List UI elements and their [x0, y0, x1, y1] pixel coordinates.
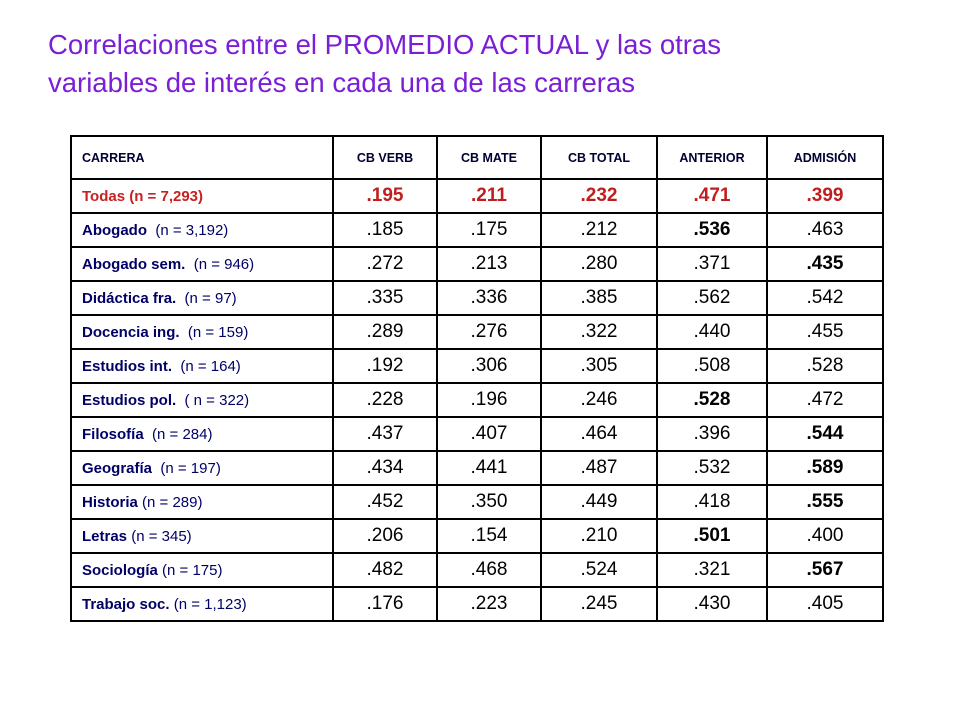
header-carrera: CARRERA [71, 136, 333, 179]
correlation-value: .435 [767, 247, 883, 281]
correlation-value: .246 [541, 383, 657, 417]
correlation-value: .213 [437, 247, 541, 281]
correlation-value: .175 [437, 213, 541, 247]
correlation-value: .210 [541, 519, 657, 553]
slide-title [48, 26, 928, 102]
correlation-value: .232 [541, 179, 657, 213]
correlation-value: .487 [541, 451, 657, 485]
carrera-count: (n = 164) [172, 357, 241, 375]
table-row [71, 553, 883, 587]
carrera-cell [71, 281, 333, 315]
correlation-value: .228 [333, 383, 437, 417]
carrera-count: (n = 97) [176, 289, 237, 307]
carrera-count: (n = 946) [185, 255, 255, 273]
correlation-value: .211 [437, 179, 541, 213]
correlation-value: .524 [541, 553, 657, 587]
correlation-value: .350 [437, 485, 541, 519]
correlation-value: .536 [657, 213, 767, 247]
correlation-value: .452 [333, 485, 437, 519]
carrera-cell [71, 247, 333, 281]
correlation-value: .482 [333, 553, 437, 587]
header-admision: ADMISIÓN [767, 136, 883, 179]
carrera-name: Docencia ing. [82, 323, 180, 341]
header-cb-verb: CB VERB [333, 136, 437, 179]
correlation-value: .532 [657, 451, 767, 485]
carrera-cell [71, 179, 333, 213]
correlation-value: .399 [767, 179, 883, 213]
carrera-cell [71, 485, 333, 519]
correlation-value: .463 [767, 213, 883, 247]
carrera-name: Abogado sem. [82, 255, 186, 273]
correlation-value: .455 [767, 315, 883, 349]
carrera-count: (n = 289) [137, 493, 203, 511]
table-row [71, 383, 883, 417]
carrera-name: Estudios pol. [82, 391, 177, 409]
correlation-value: .195 [333, 179, 437, 213]
correlation-value: .276 [437, 315, 541, 349]
carrera-cell [71, 315, 333, 349]
correlation-value: .589 [767, 451, 883, 485]
table-row [71, 247, 883, 281]
carrera-name: Geografía [82, 459, 153, 477]
table-row [71, 349, 883, 383]
carrera-count: (n = 345) [127, 527, 192, 545]
correlation-value: .322 [541, 315, 657, 349]
correlation-value: .176 [333, 587, 437, 621]
correlation-value: .528 [767, 349, 883, 383]
correlation-value: .385 [541, 281, 657, 315]
carrera-cell [71, 383, 333, 417]
correlation-value: .280 [541, 247, 657, 281]
correlation-value: .289 [333, 315, 437, 349]
correlation-value: .371 [657, 247, 767, 281]
carrera-cell [71, 587, 333, 621]
table-row [71, 417, 883, 451]
title-line-2: variables de interés en cada una de las carreras [48, 67, 636, 98]
carrera-cell [71, 213, 333, 247]
correlation-value: .555 [767, 485, 883, 519]
carrera-name: Trabajo soc. [82, 595, 170, 613]
carrera-count: (n = 159) [179, 323, 249, 341]
correlation-value: .542 [767, 281, 883, 315]
correlation-value: .449 [541, 485, 657, 519]
carrera-cell [71, 519, 333, 553]
carrera-cell [71, 553, 333, 587]
correlation-value: .305 [541, 349, 657, 383]
carrera-cell [71, 349, 333, 383]
table-row [71, 451, 883, 485]
correlation-value: .544 [767, 417, 883, 451]
carrera-name: Abogado [82, 221, 147, 239]
correlation-value: .562 [657, 281, 767, 315]
correlation-value: .468 [437, 553, 541, 587]
correlation-value: .212 [541, 213, 657, 247]
correlation-value: .471 [657, 179, 767, 213]
header-cb-mate: CB MATE [437, 136, 541, 179]
carrera-cell [71, 417, 333, 451]
table-row [71, 519, 883, 553]
carrera-count: ( n = 322) [176, 391, 250, 409]
carrera-name: Didáctica fra. [82, 289, 177, 307]
carrera-count: (n = 3,192) [147, 221, 229, 239]
correlation-value: .335 [333, 281, 437, 315]
carrera-name: Todas (n = 7,293) [82, 187, 204, 205]
table-row [71, 281, 883, 315]
correlation-value: .154 [437, 519, 541, 553]
correlation-value: .437 [333, 417, 437, 451]
correlation-value: .185 [333, 213, 437, 247]
correlation-value: .528 [657, 383, 767, 417]
carrera-name: Historia [82, 493, 138, 511]
correlation-value: .405 [767, 587, 883, 621]
correlation-value: .440 [657, 315, 767, 349]
correlation-value: .196 [437, 383, 541, 417]
header-anterior: ANTERIOR [657, 136, 767, 179]
correlation-value: .206 [333, 519, 437, 553]
correlation-value: .418 [657, 485, 767, 519]
carrera-count: (n = 197) [152, 459, 221, 477]
correlation-value: .400 [767, 519, 883, 553]
correlation-value: .464 [541, 417, 657, 451]
correlation-value: .192 [333, 349, 437, 383]
carrera-count: (n = 175) [157, 561, 223, 579]
correlation-value: .223 [437, 587, 541, 621]
correlation-value: .434 [333, 451, 437, 485]
correlation-value: .306 [437, 349, 541, 383]
correlation-value: .272 [333, 247, 437, 281]
correlation-value: .396 [657, 417, 767, 451]
correlation-value: .501 [657, 519, 767, 553]
table-row [71, 179, 883, 213]
correlation-value: .472 [767, 383, 883, 417]
title-line-1: Correlaciones entre el PROMEDIO ACTUAL y las otras [48, 29, 721, 60]
header-cb-total: CB TOTAL [541, 136, 657, 179]
carrera-cell [71, 451, 333, 485]
carrera-count: (n = 1,123) [169, 595, 247, 613]
correlation-value: .430 [657, 587, 767, 621]
carrera-count: (n = 284) [143, 425, 213, 443]
table-header-row [71, 136, 883, 179]
correlation-value: .336 [437, 281, 541, 315]
carrera-name: Letras [82, 527, 128, 545]
correlation-value: .441 [437, 451, 541, 485]
correlation-value: .245 [541, 587, 657, 621]
table-row [71, 213, 883, 247]
carrera-name: Filosofía [82, 425, 144, 443]
correlation-value: .567 [767, 553, 883, 587]
carrera-name: Sociología [82, 561, 158, 579]
correlation-value: .321 [657, 553, 767, 587]
table-row [71, 315, 883, 349]
table-row [71, 587, 883, 621]
correlation-value: .508 [657, 349, 767, 383]
correlation-table [70, 135, 884, 622]
table-row [71, 485, 883, 519]
correlation-value: .407 [437, 417, 541, 451]
carrera-name: Estudios int. [82, 357, 172, 375]
